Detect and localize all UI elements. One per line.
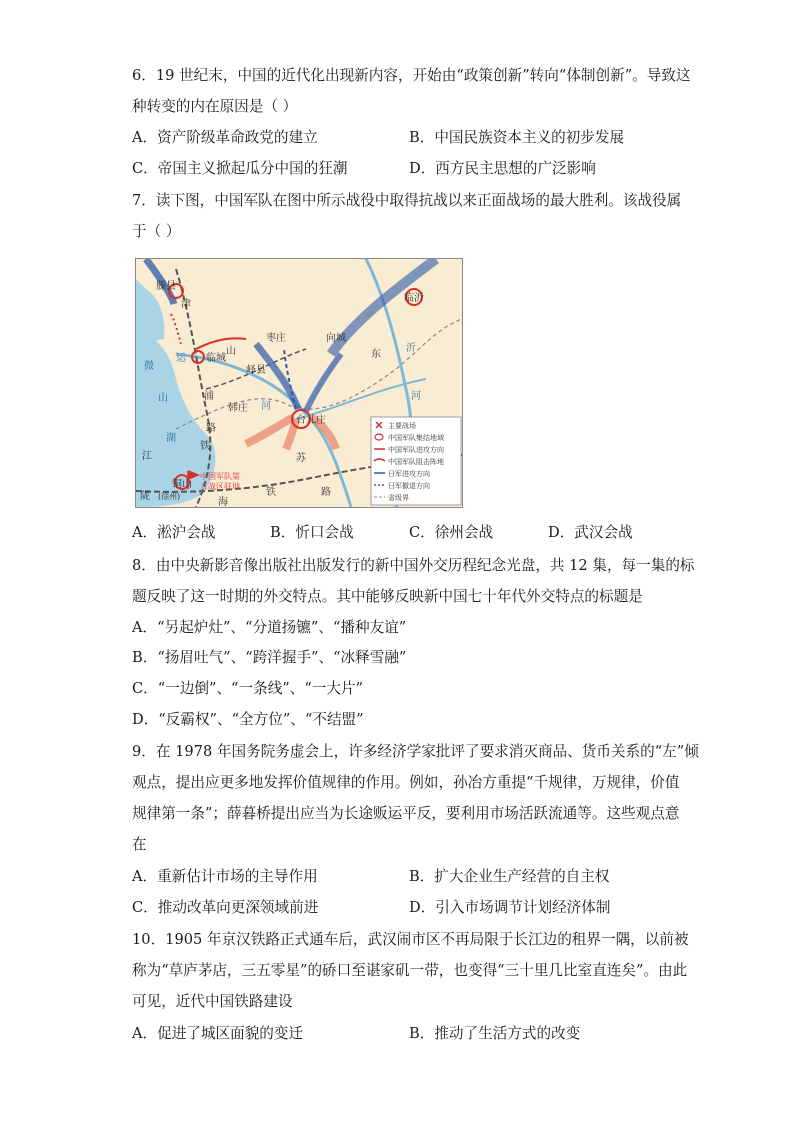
q6-stem-line1: 6．19 世纪末，中国的近代化出现新内容，开始由“政策创新”转向“体制创新”。导致这 [132, 67, 691, 84]
q6-option-d[interactable]: D．西方民主思想的广泛影响 [409, 160, 596, 177]
place-yixian: 峄县 [246, 365, 266, 376]
label-dong: 东 [371, 349, 381, 360]
q8-stem-line1: 8．由中央新影音像出版社出版发行的新中国外交历程纪念光盘，共 12 集，每一集的标 [132, 557, 695, 574]
legend-item-3: 中国军队进攻方向 [388, 446, 444, 454]
label-lu: 路 [206, 423, 216, 434]
label-long: 陇 [140, 491, 150, 502]
q10-stem-line2: 称为“草庐茅店，三五零星”的硚口至谌家矶一带，也变得“三十里几比室直连矣”。由此 [132, 962, 688, 979]
label-jin: 津 [181, 299, 191, 310]
q7-option-a[interactable]: A．淞沪会战 [132, 524, 216, 541]
label-hai: 海 [218, 497, 228, 507]
label-shan: 山 [226, 346, 236, 357]
label-pu: 浦 [204, 391, 214, 402]
q9-option-c[interactable]: C．推动改革向更深领域前进 [132, 899, 319, 916]
place-zaozhuang: 枣庄 [266, 333, 286, 344]
q10-stem-line1: 10．1905 年京汉铁路正式通车后，武汉闹市区不再局限于长江边的租界一隅，以前被 [132, 931, 689, 948]
map-legend [371, 417, 461, 505]
q9-option-a[interactable]: A．重新估计市场的主导作用 [132, 868, 318, 885]
q10-stem-line3: 可见，近代中国铁路建设 [132, 993, 293, 1010]
q8-option-c[interactable]: C．“一边倒”、“一条线”、“一大片” [132, 680, 364, 697]
q8-option-b[interactable]: B．“扬眉吐气”、“跨洋握手”、“冰释雪融” [132, 649, 407, 666]
legend-item-6: 日军撤退方向 [388, 482, 430, 490]
q9-stem-line4: 在 [132, 836, 147, 853]
q7-stem-line2: 于（ ） [132, 223, 181, 240]
q7-option-b[interactable]: B．忻口会战 [270, 524, 354, 541]
legend-item-5: 日军进攻方向 [388, 470, 430, 478]
label-su: 苏 [296, 453, 306, 464]
q7-option-c[interactable]: C．徐州会战 [409, 524, 494, 541]
chinese-block-line [171, 314, 181, 344]
place-xuzhou: (徐州) [158, 492, 181, 501]
place-xiangcheng: 向城 [326, 333, 346, 344]
q6-option-c[interactable]: C．帝国主义掀起瓜分中国的狂潮 [132, 160, 348, 177]
q6-stem-line2: 种转变的内在原因是（ ） [132, 98, 298, 115]
place-taierzhuang: 台儿庄 [296, 415, 326, 426]
battle-map [135, 258, 463, 508]
chinese-attack-arrow-4 [196, 338, 246, 349]
q10-option-a[interactable]: A．促进了城区面貌的变迁 [132, 1025, 304, 1042]
q6-option-b[interactable]: B．中国民族资本主义的初步发展 [409, 129, 625, 146]
label-tie2: 铁 [266, 487, 276, 498]
legend-item-7: 省级界 [388, 494, 409, 502]
q7-option-d[interactable]: D．武汉会战 [548, 524, 633, 541]
label-tie: 铁 [200, 441, 210, 452]
q8-option-d[interactable]: D．“反霸权”、“全方位”、“不结盟” [132, 711, 364, 728]
q9-stem-line2: 观点，提出应更多地发挥价值规律的作用。例如，孙冶方重提“千规律，万规律，价值 [132, 774, 680, 791]
label-he2: 河 [411, 391, 421, 402]
q7-stem-line1: 7．读下图，中国军队在图中所示战役中取得抗战以来正面战场的最大胜利。该战役属 [132, 192, 682, 209]
label-yi: 沂 [406, 343, 416, 354]
label-hu: 湖 [166, 433, 176, 444]
place-lincheng: 临城 [206, 353, 226, 364]
label-jiang: 江 [142, 451, 152, 462]
label-wei: 微 [144, 361, 154, 372]
q6-option-a[interactable]: A．资产阶级革命政党的建立 [132, 129, 318, 146]
hq-label-2: 五战区驻地 [200, 482, 240, 491]
japanese-attack-arrow-4 [306, 354, 341, 411]
label-he1: 河 [261, 401, 271, 412]
q9-stem-line3: 规律第一条”；薛暮桥提出应当为长途贩运平反，要利用市场活跃流通等。这些观点意 [132, 805, 680, 822]
label-shan2: 山 [158, 393, 168, 404]
label-lu2: 路 [321, 487, 331, 498]
q8-option-a[interactable]: A．“另起炉灶”、“分道扬镳”、“播种友谊” [132, 619, 407, 636]
q9-stem-line1: 9．在 1978 年国务院务虚会上，许多经济学家批评了要求消灭商品、货币关系的“左”倾 [132, 743, 699, 760]
place-hanzhuang: 韩庄 [228, 403, 248, 414]
place-tengxian: 滕县 [156, 281, 176, 292]
place-linyi: 临沂 [404, 293, 424, 304]
label-yun: 运 [176, 353, 186, 364]
legend-item-2: 中国军队集结地域 [388, 434, 444, 442]
q8-stem-line2: 题反映了这一时期的外交特点。其中能够反映新中国七十年代外交特点的标题是 [132, 588, 643, 605]
legend-item-1: 主要战场 [388, 422, 416, 430]
q9-option-d[interactable]: D．引入市场调节计划经济体制 [409, 899, 611, 916]
q10-option-b[interactable]: B．推动了生活方式的改变 [409, 1025, 581, 1042]
legend-item-4: 中国军队阻击阵地 [388, 458, 444, 466]
place-tongshan: 铜山 [172, 479, 192, 490]
q9-option-b[interactable]: B．扩大企业生产经营的自主权 [409, 868, 610, 885]
hq-label-1: 中国军队第 [200, 472, 240, 481]
